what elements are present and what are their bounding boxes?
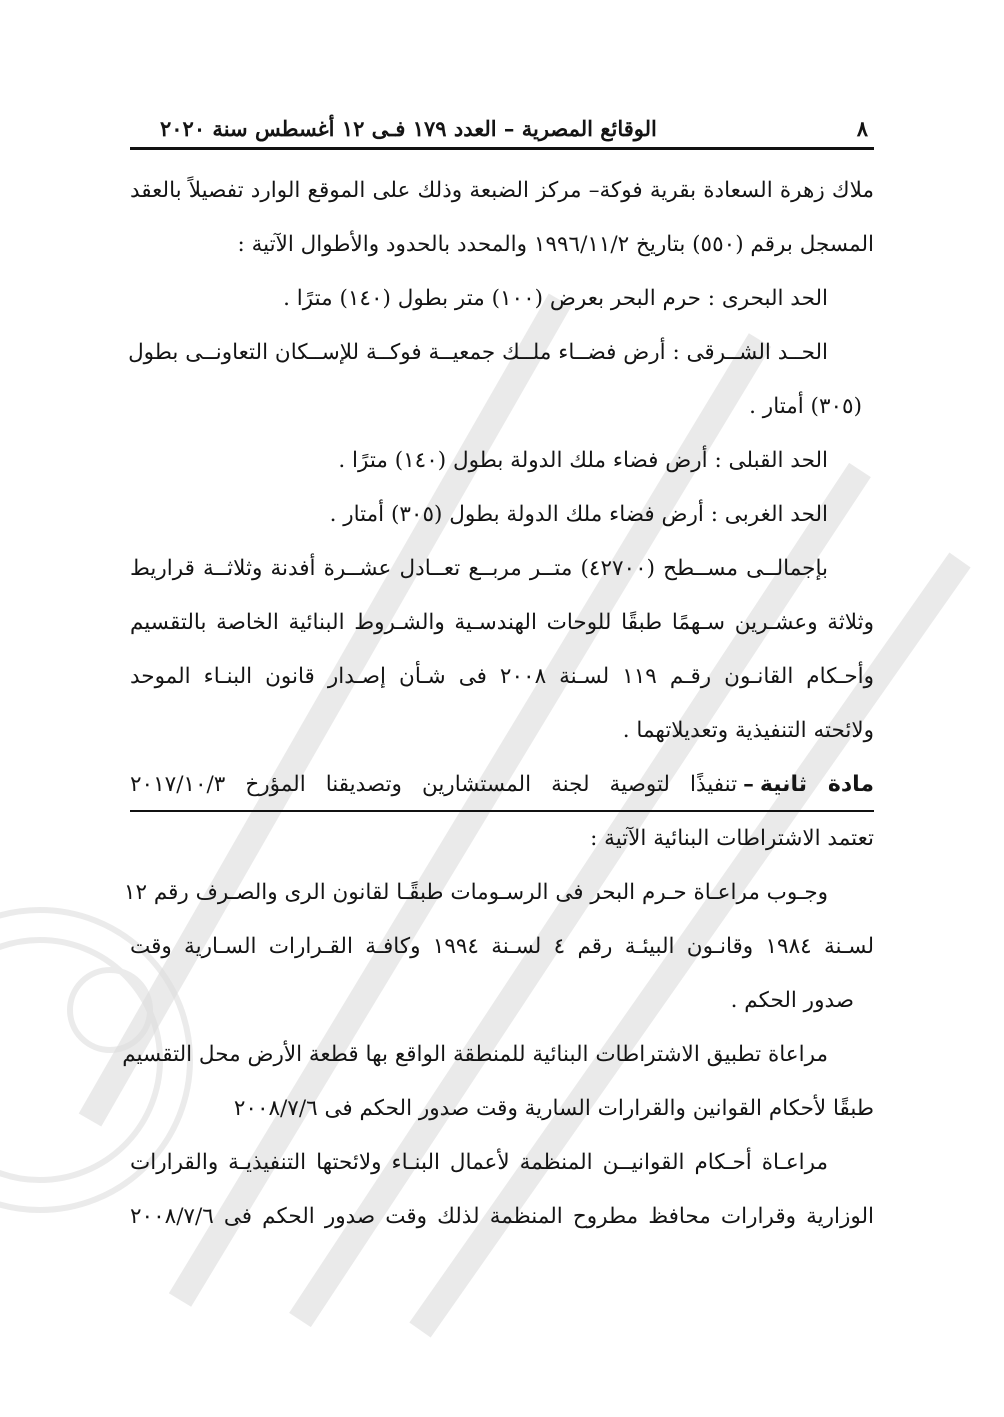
text-line: صدور الحكم .: [730, 988, 854, 1013]
text-line: طبقًا لأحكام القوانين والقرارات السارية وقت صدور الحكم فى ٢٠٠٨/٧/٦: [233, 1096, 874, 1121]
article-two-heading: [130, 758, 874, 812]
condition-construction-laws: مراعـاة أحـكام القوانيــن المنظمة لأعمال البنـاء ولائحتها التنفيذيـة والقرارات: [130, 1150, 828, 1175]
text-line: ملاك زهرة السعادة بقرية فوكة– مركز الضبعة وذلك على الموقع الوارد تفصيلاً بالعقد: [130, 178, 874, 203]
boundary-east: الحــد الشــرقى : أرض فضــاء ملــك جمعيــة فوكــة للإســكان التعاونــى بطول: [128, 340, 828, 365]
condition-sea-setback: وجـوب مراعـاة حـرم البحر فى الرسـومات طبقًـا لقانون الرى والصـرف رقم ١٢: [123, 880, 828, 905]
document-body: [122, 164, 874, 1244]
text-line: وأحـكام القانـون رقـم ١١٩ لسـنة ٢٠٠٨ فى شـأن إصـدار قانون البنـاء الموحد: [130, 664, 874, 689]
article-separator: –: [743, 772, 754, 797]
article-text: تنفيذًا لتوصية لجنة المستشارين وتصديقنا المؤرخ ٢٠١٧/١٠/٣: [130, 772, 738, 797]
boundary-south: الحد القبلى : أرض فضاء ملك الدولة بطول (١٤٠) مترًا .: [338, 448, 828, 473]
total-area-line: بإجمالــى مســطح (٤٢٧٠٠) متــر مربــع تعــادل عشــرة أفدنة وثلاثــة قراريط: [130, 556, 828, 581]
page-header: [130, 110, 874, 150]
text-line: الوزارية وقرارات محافظ مطروح المنظمة لذلك وقت صدور الحكم فى ٢٠٠٨/٧/٦: [130, 1204, 874, 1229]
condition-building-regulations: مراعاة تطبيق الاشتراطات البنائية للمنطقة الواقع بها قطعة الأرض محل التقسيم: [122, 1042, 828, 1067]
boundary-west: الحد الغربى : أرض فضاء ملك الدولة بطول (٣٠٥) أمتار .: [329, 502, 828, 527]
boundary-east-continued: (٣٠٥) أمتار .: [749, 394, 862, 419]
gazette-title: الوقائع المصرية – العدد ١٧٩ فـى ١٢ أغسطس سنة ٢٠٢٠: [160, 116, 657, 141]
text-line: ولائحته التنفيذية وتعديلاتهما .: [622, 718, 874, 743]
page-number: ٨: [856, 116, 868, 141]
article-label: مادة ثانية: [759, 772, 874, 797]
text-line: لسـنة ١٩٨٤ وقانـون البيئـة رقم ٤ لسـنة ١٩٩٤ وكافـة القـرارات السـارية وقت: [130, 934, 874, 959]
gazette-page: [122, 110, 874, 1244]
text-line: وثلاثة وعشـرين سـهمًا طبقًا للوحات الهندسـية والشـروط البنائية الخاصة بالتقسيم: [130, 610, 874, 635]
article-two-intro: تعتمد الاشتراطات البنائية الآتية :: [590, 826, 874, 851]
boundary-north: الحد البحرى : حرم البحر بعرض (١٠٠) متر بطول (١٤٠) مترًا .: [283, 286, 828, 311]
text-line: المسجل برقم (٥٥٠) بتاريخ ١٩٩٦/١١/٢ والمحدد بالحدود والأطوال الآتية :: [237, 232, 874, 257]
